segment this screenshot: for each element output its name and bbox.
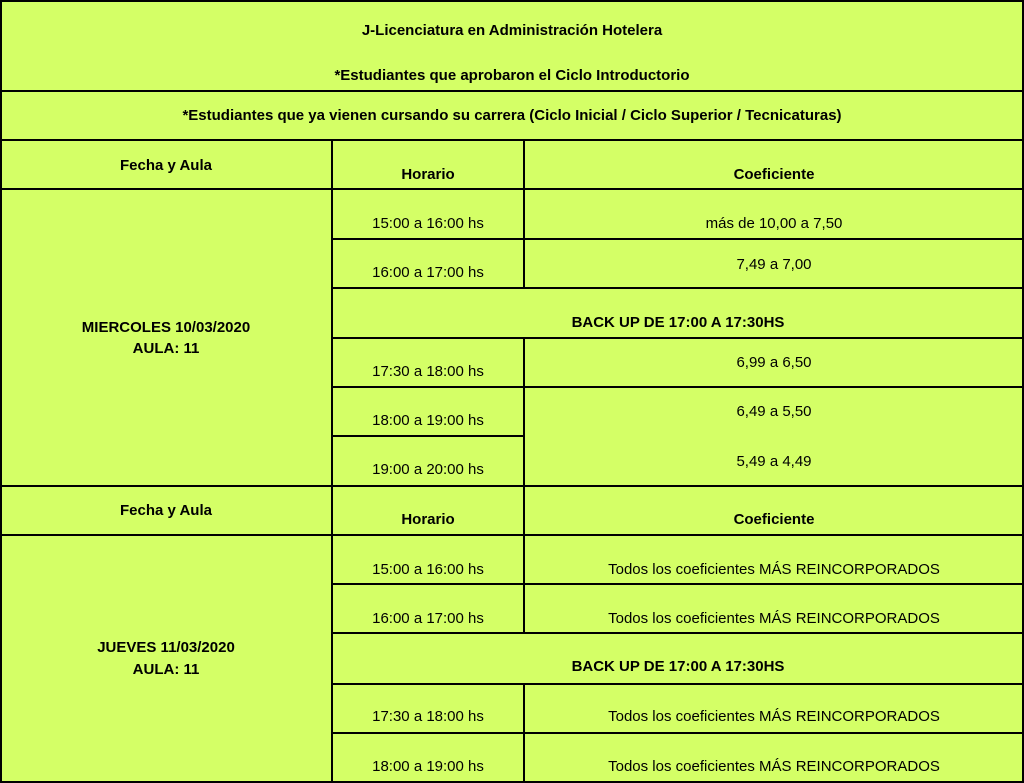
- b2-row3-coef: Todos los coeficientes MÁS REINCORPORADOS: [608, 708, 940, 725]
- b1-row3-time: 17:30 a 18:00 hs: [372, 363, 484, 380]
- header-line-3: *Estudiantes que ya vienen cursando su carrera (Ciclo Inicial / Ciclo Superior / Tecnicaturas): [182, 107, 842, 124]
- b2-row4-coef: Todos los coeficientes MÁS REINCORPORADOS: [608, 758, 940, 775]
- col-header-schedule-2: Horario: [401, 511, 455, 528]
- border-top: [0, 0, 1024, 2]
- b1-backup: BACK UP DE 17:00 A 17:30HS: [571, 314, 785, 331]
- col-header-coefficient: Coeficiente: [733, 166, 815, 183]
- b1-row1-coef: más de 10,00 a 7,50: [705, 215, 843, 232]
- col-header-date-room: Fecha y Aula: [120, 157, 212, 174]
- divider-subheader: [0, 139, 1024, 141]
- col-header-coefficient-2: Coeficiente: [733, 511, 815, 528]
- b1-row3-coef: 6,99 a 6,50: [736, 354, 812, 371]
- block2-date: JUEVES 11/03/2020: [97, 639, 235, 656]
- b2-row4-time: 18:00 a 19:00 hs: [372, 758, 484, 775]
- b1-row4-coef: 6,49 a 5,50: [736, 403, 812, 420]
- b2-backup: BACK UP DE 17:00 A 17:30HS: [571, 658, 785, 675]
- block1-date: MIERCOLES 10/03/2020: [81, 319, 251, 336]
- b2-row3-time: 17:30 a 18:00 hs: [372, 708, 484, 725]
- divider-b1-r3: [332, 386, 1024, 388]
- divider-b1-r2: [332, 287, 1024, 289]
- b1-row2-time: 16:00 a 17:00 hs: [372, 264, 484, 281]
- block1-room: AULA: 11: [132, 340, 200, 357]
- b2-row1-time: 15:00 a 16:00 hs: [372, 561, 484, 578]
- divider-columns-2: [0, 534, 1024, 536]
- b1-row1-time: 15:00 a 16:00 hs: [372, 215, 484, 232]
- b2-row1-coef: Todos los coeficientes MÁS REINCORPORADOS: [608, 561, 940, 578]
- page-title: J-Licenciatura en Administración Hotelera: [361, 22, 663, 39]
- divider-b2-r3: [332, 732, 1024, 734]
- col-header-date-room-2: Fecha y Aula: [120, 502, 212, 519]
- divider-columns-1: [0, 188, 1024, 190]
- divider-b1-backup: [332, 337, 1024, 339]
- b2-row2-time: 16:00 a 17:00 hs: [372, 610, 484, 627]
- b2-row2-coef: Todos los coeficientes MÁS REINCORPORADOS: [608, 610, 940, 627]
- b1-row2-coef: 7,49 a 7,00: [736, 256, 812, 273]
- divider-b1-r1: [332, 238, 1024, 240]
- b1-row5-time: 19:00 a 20:00 hs: [372, 461, 484, 478]
- divider-header: [0, 90, 1024, 92]
- b1-row5-coef: 5,49 a 4,49: [736, 453, 812, 470]
- col-header-schedule: Horario: [401, 166, 455, 183]
- divider-b2-backup: [332, 683, 1024, 685]
- divider-b1-r4: [332, 435, 524, 437]
- b1-row4-time: 18:00 a 19:00 hs: [372, 412, 484, 429]
- divider-b2-r1: [332, 583, 1024, 585]
- divider-b2-r2: [332, 632, 1024, 634]
- divider-block1-end: [0, 485, 1024, 487]
- header-line-2: *Estudiantes que aprobaron el Ciclo Introductorio: [334, 67, 690, 84]
- block2-room: AULA: 11: [132, 661, 200, 678]
